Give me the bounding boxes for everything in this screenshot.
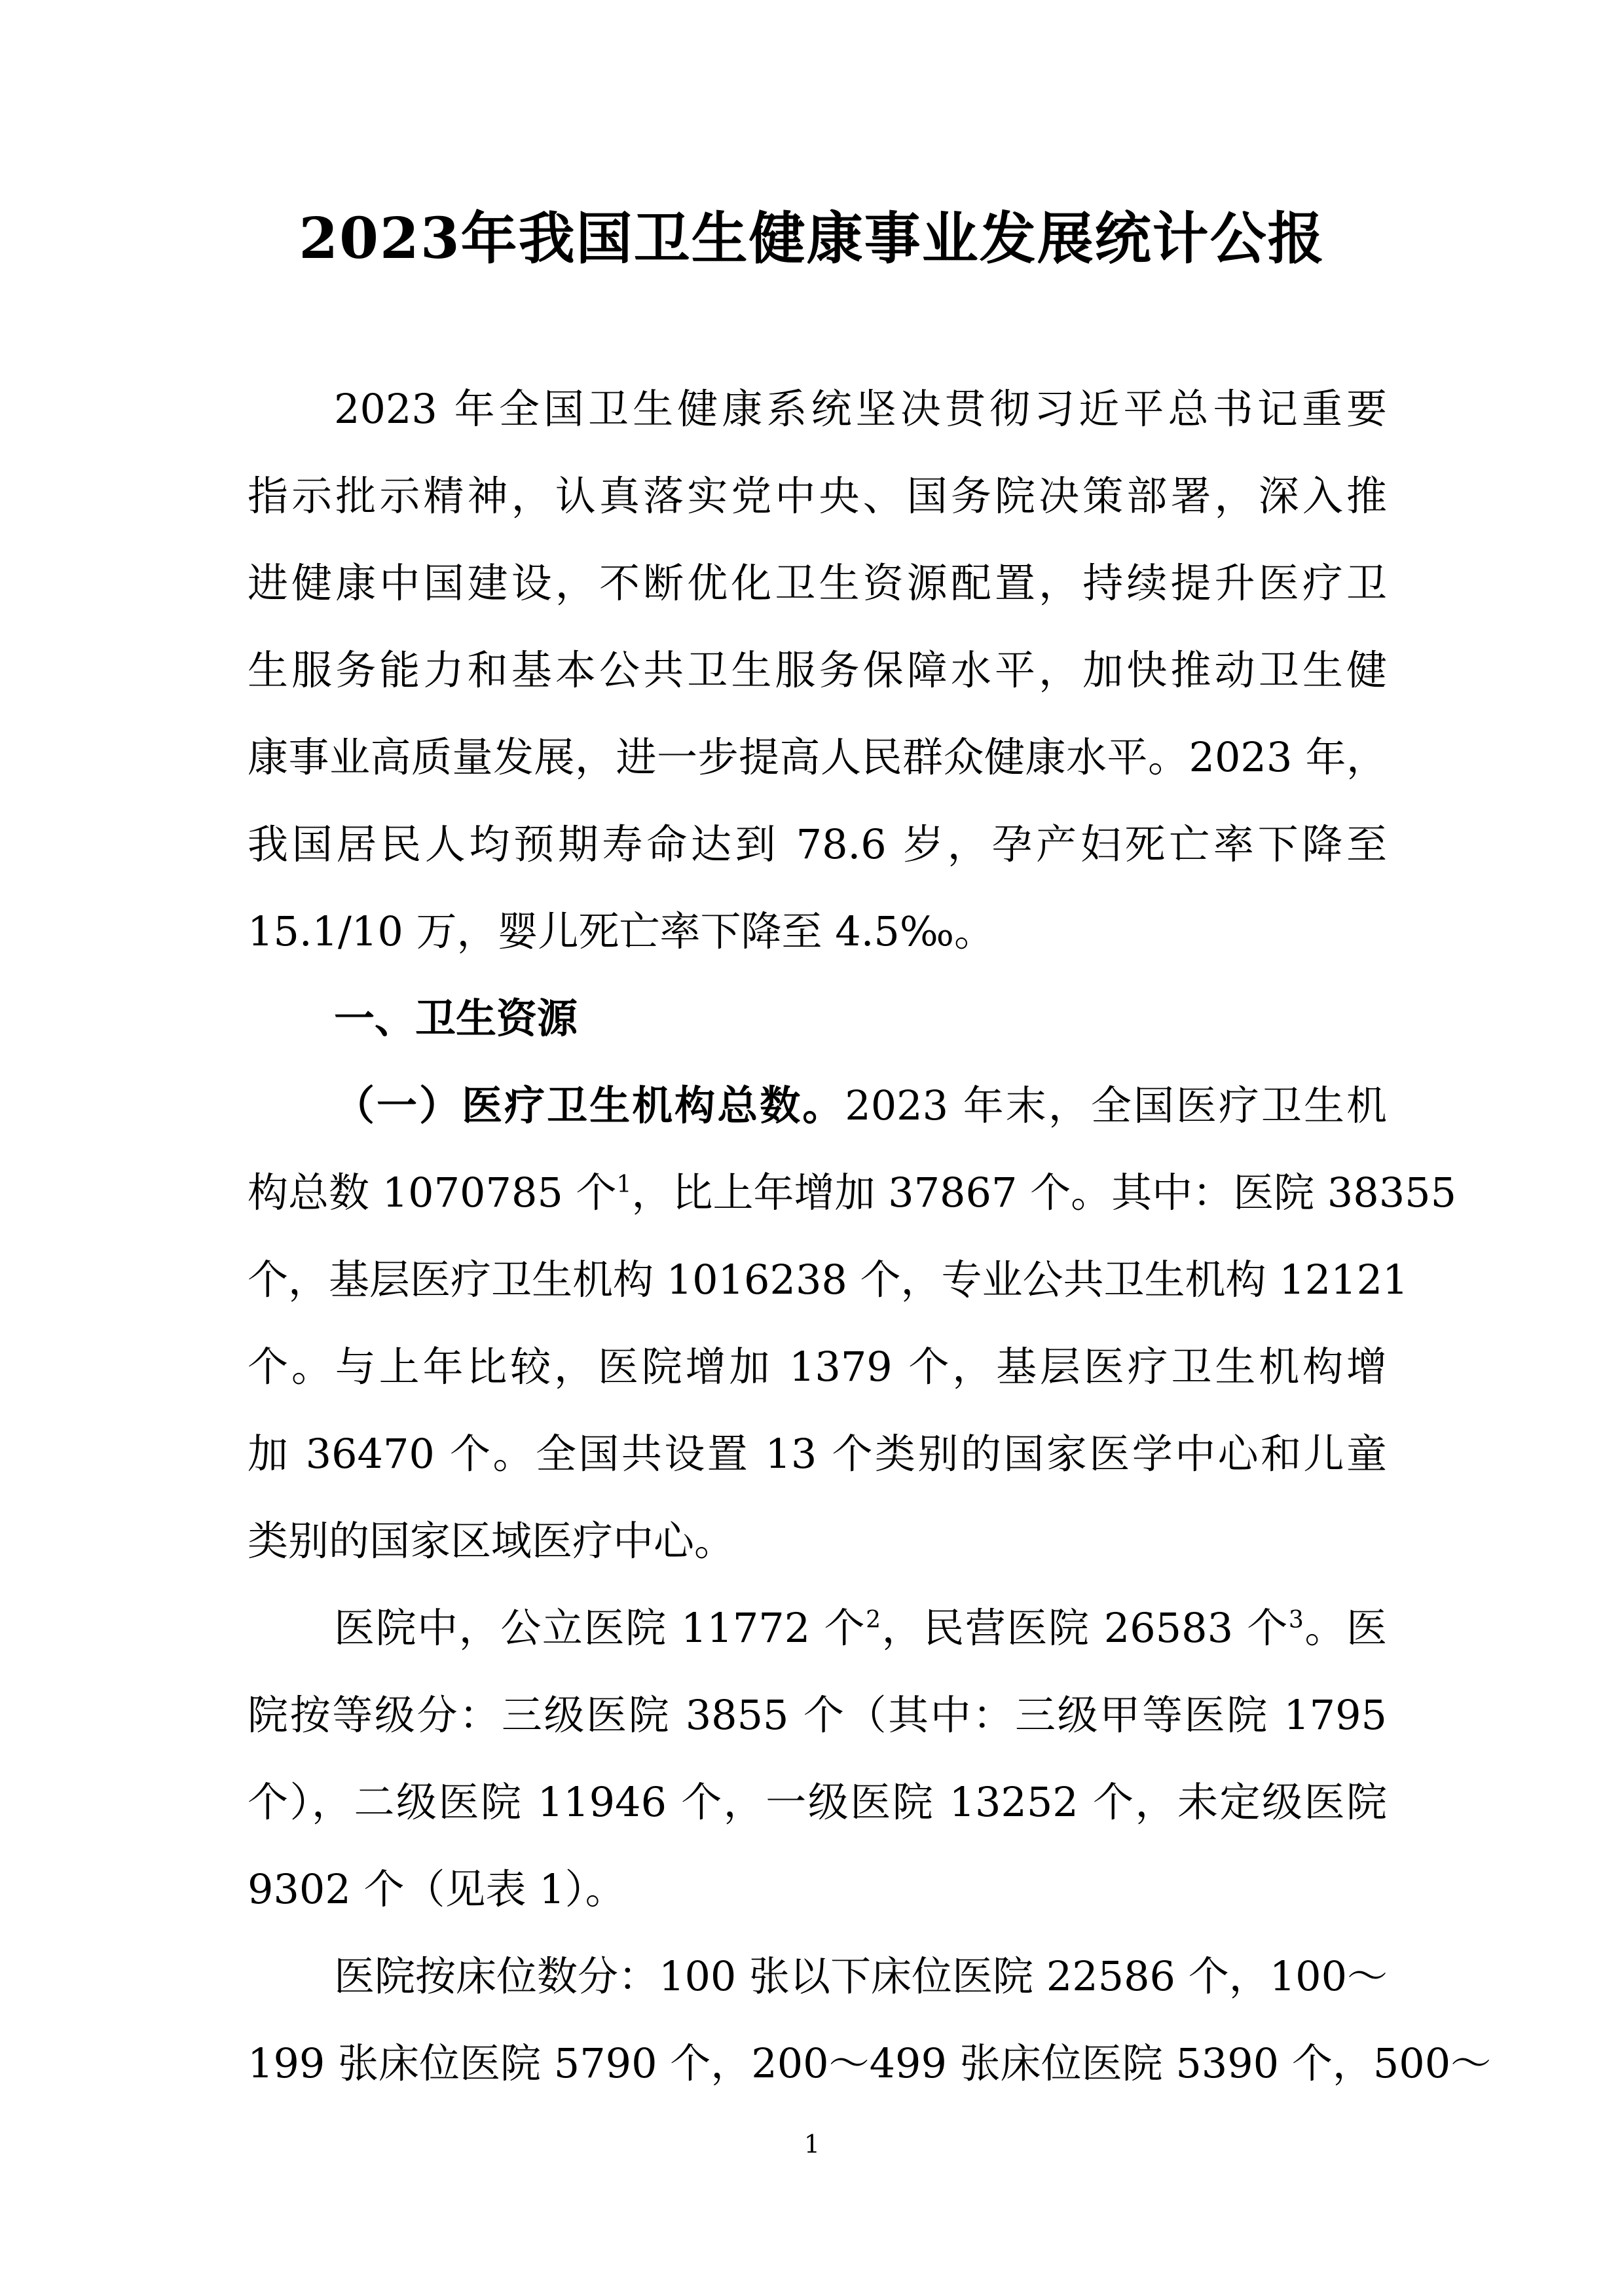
- text-span: ，比上年增加 37867 个。其中：医院 38355: [631, 1169, 1457, 1216]
- document-title: 2023年我国卫生健康事业发展统计公报: [299, 206, 1325, 272]
- text-span: 医院中，公立医院 11772 个: [334, 1604, 866, 1652]
- beds-line-2: 199 张床位医院 5790 个，200～499 张床位医院 5390 个，500～: [248, 2039, 1492, 2087]
- hospitals-line-1: [334, 1602, 1387, 1654]
- intro-line-4: 生服务能力和基本公共卫生服务保障水平，加快推动卫生健: [248, 646, 1387, 694]
- subsection-1-line-5: 加 36470 个。全国共设置 13 个类别的国家医学中心和儿童: [248, 1430, 1387, 1478]
- subsection-1-line-3: 个，基层医疗卫生机构 1016238 个，专业公共卫生机构 12121: [248, 1256, 1409, 1303]
- text-span: 构总数 1070785 个: [248, 1169, 617, 1216]
- text-span: ，民营医院 26583 个: [880, 1604, 1289, 1652]
- text-span: 。医: [1303, 1604, 1387, 1652]
- beds-line-1: 医院按床位数分：100 张以下床位医院 22586 个，100～: [334, 1952, 1388, 2000]
- subsection-1-line-1: [334, 1080, 1387, 1132]
- footnote-ref-2: 2: [866, 1607, 881, 1633]
- footnote-ref-1: 1: [616, 1171, 632, 1198]
- hospitals-line-3: 个），二级医院 11946 个，一级医院 13252 个，未定级医院: [248, 1778, 1387, 1826]
- footnote-ref-3: 3: [1288, 1607, 1304, 1633]
- hospitals-line-4: 9302 个（见表 1）。: [248, 1865, 626, 1913]
- subsection-1-line-1-text: 2023 年末，全国医疗卫生机: [845, 1082, 1387, 1129]
- subsection-1-line-4: 个。与上年比较，医院增加 1379 个，基层医疗卫生机构增: [248, 1343, 1387, 1391]
- intro-line-1: 2023 年全国卫生健康系统坚决贯彻习近平总书记重要: [334, 385, 1387, 433]
- intro-line-5: 康事业高质量发展，进一步提高人民群众健康水平。2023 年，: [248, 733, 1387, 781]
- subsection-1-line-6: 类别的国家区域医疗中心。: [248, 1517, 735, 1565]
- page-number: 1: [803, 2130, 821, 2159]
- intro-line-7: 15.1/10 万，婴儿死亡率下降至 4.5‰。: [248, 907, 995, 955]
- section-heading-health-resources: 一、卫生资源: [334, 994, 578, 1042]
- subsection-1-heading: （一）医疗卫生机构总数。: [334, 1082, 845, 1129]
- hospitals-line-2: 院按等级分：三级医院 3855 个（其中：三级甲等医院 1795: [248, 1691, 1387, 1739]
- intro-line-2: 指示批示精神，认真落实党中央、国务院决策部署，深入推: [248, 472, 1387, 520]
- intro-line-3: 进健康中国建设，不断优化卫生资源配置，持续提升医疗卫: [248, 559, 1387, 607]
- intro-line-6: 我国居民人均预期寿命达到 78.6 岁，孕产妇死亡率下降至: [248, 820, 1387, 868]
- subsection-1-line-2: [248, 1167, 1457, 1219]
